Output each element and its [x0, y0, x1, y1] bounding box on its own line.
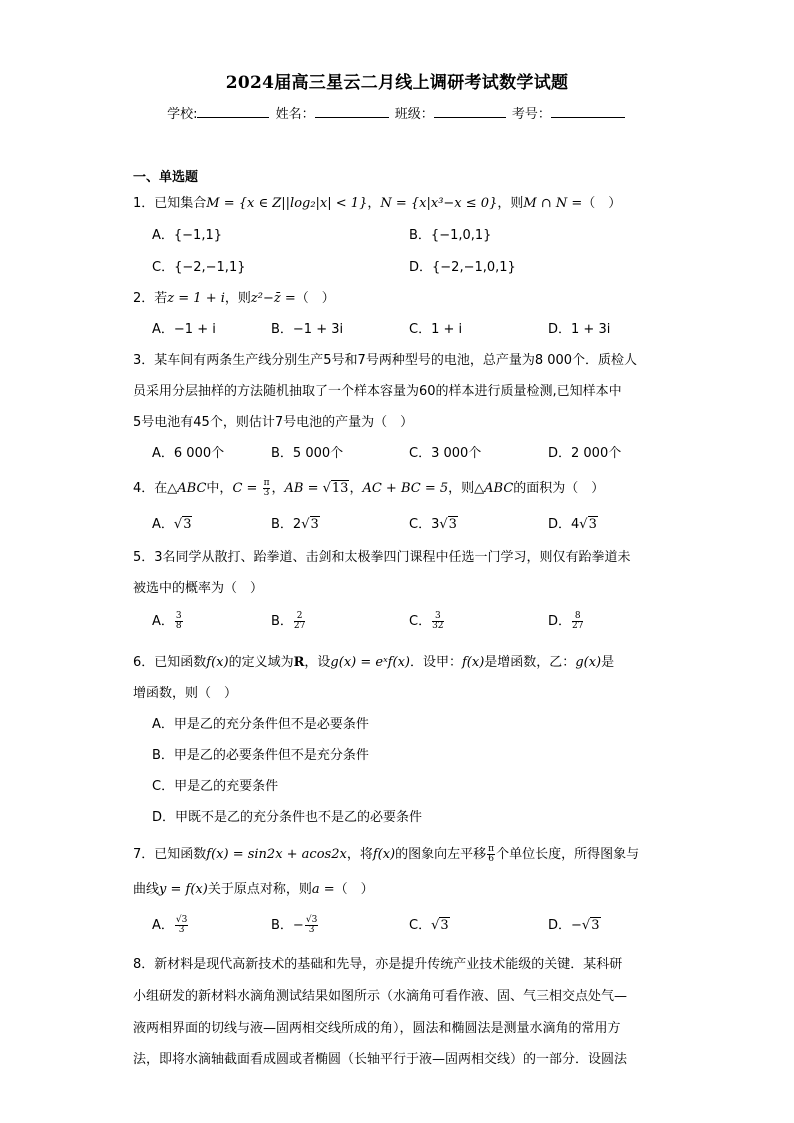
q5-option-c: C． $\frac{3}{32}$ — [409, 611, 444, 631]
q6-option-d: D．甲既不是乙的充分条件也不是乙的必要条件 — [152, 810, 423, 825]
q4-option-c: C．3√3 — [409, 517, 457, 532]
q7-shift-fraction: $\frac{\pi}{6}$ — [488, 844, 495, 864]
question-2-stem: 2．若z = 1 + i，则z²−z̄ =（ ） — [133, 291, 335, 306]
q4-option-a: A．√3 — [152, 517, 192, 532]
q7-option-b: B．− $\frac{√3}{3}$ — [271, 915, 318, 935]
q5-option-d: D． $\frac{8}{27}$ — [548, 611, 584, 631]
question-8-line-4: 法，即将水滴轴截面看成圆或者椭圆（长轴平行于液—固两相交线）的一部分．设圆法 — [133, 1052, 628, 1067]
question-8-line-2: 小组研发的新材料水滴角测试结果如图所示（水滴角可看作液、固、气三相交点处气— — [133, 989, 628, 1004]
id-label: 考号： — [511, 107, 551, 122]
question-5-line-1: 5．3名同学从散打、跆拳道、击剑和太极拳四门课程中任选一门学习，则仅有跆拳道未 — [133, 550, 631, 565]
name-label: 姓名： — [275, 107, 315, 122]
question-3-line-3: 5号电池有45个，则估计7号电池的产量为（ ） — [133, 415, 414, 430]
q3-option-c: C．3 000个 — [409, 446, 482, 461]
q5-option-b: B． $\frac{2}{27}$ — [271, 611, 306, 631]
q7-option-a: A． $\frac{√3}{3}$ — [152, 915, 188, 935]
question-8-line-3: 液两相界面的切线与液—固两相交线所成的角），圆法和椭圆法是测量水滴角的常用方 — [133, 1021, 621, 1036]
q3-option-d: D．2 000个 — [548, 446, 622, 461]
page-title: 2024届高三星云二月线上调研考试数学试题 — [225, 73, 569, 93]
student-info-line — [0, 103, 794, 122]
section-title: 一、单选题 — [133, 170, 199, 185]
q6-option-c: C．甲是乙的充要条件 — [152, 779, 279, 794]
question-8-line-1: 8．新材料是现代高新技术的基础和先导，亦是提升传统产业技术能级的关键．某科研 — [133, 957, 623, 972]
q1-option-c: C．{−2,−1,1} — [152, 260, 246, 275]
q3-option-a: A．6 000个 — [152, 446, 225, 461]
question-3-line-2: 员采用分层抽样的方法随机抽取了一个样本容量为60的样本进行质量检测,已知样本中 — [133, 384, 622, 399]
question-3-line-1: 3．某车间有两条生产线分别生产5号和7号两种型号的电池，总产量为8 000个．质检人 — [133, 353, 638, 368]
q2-option-c: C．1 + i — [409, 322, 463, 337]
question-4-stem: 4．在△ABC中，C = $\frac{\pi}{3}$ ，AB = √13，AC + BC = 5，则△ABC的面积为（ ） — [133, 478, 605, 498]
question-7-line-1: 7．已知函数f(x) = sin2x + acos2x，将f(x)的图象向左平移 $\frac{\pi}{6}$ 个单位长度，所得图象与 — [133, 844, 640, 864]
q1-option-b: B．{−1,0,1} — [409, 228, 492, 243]
q4-angle-fraction: $\frac{\pi}{3}$ — [263, 478, 270, 498]
id-blank — [551, 105, 625, 118]
q4-option-b: B．2√3 — [271, 517, 319, 532]
school-blank — [197, 105, 269, 118]
q1-option-a: A．{−1,1} — [152, 228, 223, 243]
q3-option-b: B．5 000个 — [271, 446, 344, 461]
class-blank — [434, 105, 506, 118]
q6-option-b: B．甲是乙的必要条件但不是充分条件 — [152, 748, 369, 763]
question-7-line-2: 曲线y = f(x)关于原点对称，则a =（ ） — [133, 882, 374, 897]
class-label: 班级： — [394, 107, 434, 122]
q2-option-b: B．−1 + 3i — [271, 322, 344, 337]
name-blank — [315, 105, 389, 118]
q1-option-d: D．{−2,−1,0,1} — [409, 260, 516, 275]
q5-option-a: A． $\frac{3}{8}$ — [152, 611, 182, 631]
q2-option-d: D．1 + 3i — [548, 322, 611, 337]
q4-option-d: D．4√3 — [548, 517, 597, 532]
question-6-line-2: 增函数，则（ ） — [133, 686, 238, 701]
question-1-stem: 1．已知集合M = {x ∈ Z||log₂|x| < 1}，N = {x|x³−x ≤ 0}，则M ∩ N =（ ） — [133, 196, 622, 211]
q2-option-a: A．−1 + i — [152, 322, 216, 337]
question-6-line-1: 6．已知函数f(x)的定义域为R，设g(x) = eˣf(x)．设甲：f(x)是增函数，乙：g(x)是 — [133, 655, 615, 670]
q7-option-d: D．−√3 — [548, 918, 600, 933]
school-label: 学校: — [167, 107, 198, 122]
question-5-line-2: 被选中的概率为（ ） — [133, 581, 264, 596]
q7-option-c: C．√3 — [409, 918, 449, 933]
q6-option-a: A．甲是乙的充分条件但不是必要条件 — [152, 717, 369, 732]
